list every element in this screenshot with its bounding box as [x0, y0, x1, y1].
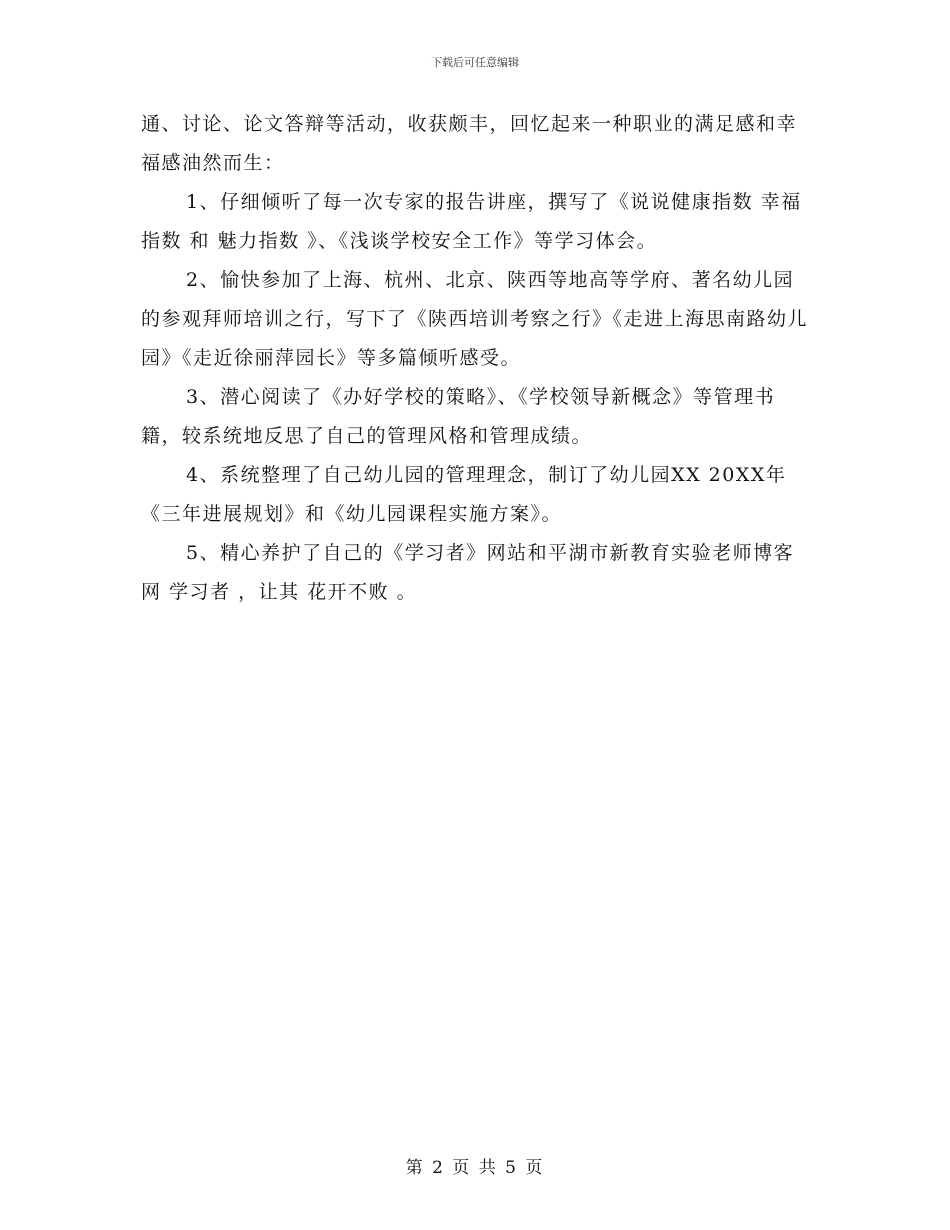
paragraph-item-1: 1、仔细倾听了每一次专家的报告讲座，撰写了《说说健康指数 幸福指数 和 魅力指数 》、《浅谈学校安全工作》等学习体会。	[141, 191, 802, 252]
paragraph-item-2: 2、愉快参加了上海、杭州、北京、陕西等地高等学府、著名幼儿园的参观拜师培训之行，写下了《陕西培训考察之行》《走进上海思南路幼儿园》《走近徐丽萍园长》等多篇倾听感受。	[141, 269, 809, 369]
document-body	[141, 105, 813, 612]
paragraph-item-3: 3、潜心阅读了《办好学校的策略》、《学校领导新概念》等管理书籍，较系统地反思了自己的管理风格和管理成绩。	[141, 386, 776, 447]
paragraph-item-4: 4、系统整理了自己幼儿园的管理理念，制订了幼儿园XX 20XX年《三年进展规划》和《幼儿园课程实施方案》。	[141, 464, 787, 525]
paragraph-continuation: 通、讨论、论文答辩等活动，收获颇丰，回忆起来一种职业的满足感和幸福感油然而生：	[141, 113, 798, 174]
page-header: 下载后可任意编辑	[431, 56, 519, 69]
paragraph-item-5: 5、精心养护了自己的《学习者》网站和平湖市新教育实验老师博客网 学习者 ，让其 花开不败 。	[141, 542, 795, 603]
page-footer: 第 2 页 共 5 页	[405, 1158, 545, 1178]
